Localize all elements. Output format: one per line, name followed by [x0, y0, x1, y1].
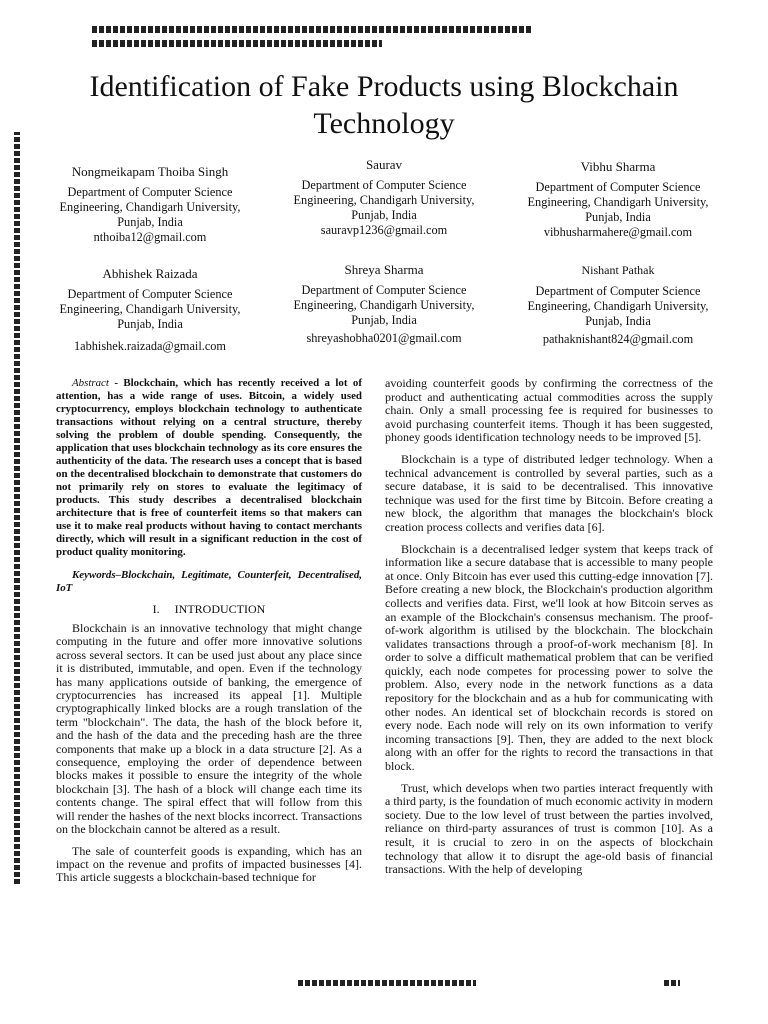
- abstract-text: - Blockchain, which has recently received a lot of attention, has a wide range of uses. Bitcoin, a widely used cryptocurrency, employs blockchain technology to authenticate transactions without relying on a central structure, thereby solving the problem of double spending. Consequently, the application that uses blockchain technology as its core ensures the authenticity of the data. The research uses a concept that is based on the decentralised blockchain to demonstrate that customers do not primarily rely on stores to evaluate the legitimacy of products. This study describes a decentralised blockchain architecture that is free of counterfeit items so that makers can use it to make real products without having to contact merchants directly, which will result in a significant reduction in the cost of product quality monitoring.: [56, 377, 362, 558]
- abstract-label: Abstract: [72, 377, 109, 389]
- author-block: [503, 159, 733, 240]
- author-dept: Department of Computer Science: [535, 180, 701, 194]
- author-institution: Engineering, Chandigarh University,: [293, 298, 475, 312]
- paragraph: Blockchain is a decentralised ledger system that keeps track of information like a secure database that is accessible to many people at once. Only Bitcoin has ever used this cutting-edge innovation [7]. Before creating a new block, the Blockchain's production algorithm collects and verifies data. First, we'll look at how Bitcoin serves as an example of the Blockchain's consensus mechanism. The proof-of-work algorithm is utilised by the blockchain. The blockchain validates transactions through a proof-of-work mechanism [8]. In order to solve a difficult mathematical problem that can be verified quickly, each node competes for processing power to solve the problem. Also, every node in the network functions as a data repository for the blockchain and as a hub for communicating with other nodes. An identical set of blockchain records is stored on every node. Each node will rely on its own information to verify incoming transactions [9]. Then, they are added to the next block along with an offer for the rights to record the transactions in that block.: [385, 541, 713, 774]
- author-email: vibhusharmahere@gmail.com: [543, 225, 693, 239]
- author-dept: Department of Computer Science: [301, 283, 467, 297]
- author-block: [35, 164, 265, 245]
- page-number: [664, 980, 680, 986]
- paragraph: The sale of counterfeit goods is expanding, which has an impact on the revenue and profits of impacted businesses [4]. This article suggests a blockchain-based technique for: [56, 843, 362, 885]
- keywords: Keywords–Blockchain, Legitimate, Counterfeit, Decentralised, IoT: [56, 569, 362, 594]
- author-dept: Department of Computer Science: [301, 178, 467, 192]
- author-block: [503, 263, 733, 347]
- footer-line: [298, 980, 476, 986]
- author-location: Punjab, India: [351, 313, 417, 327]
- author-email: shreyashobha0201@gmail.com: [306, 331, 462, 345]
- author-block: [269, 262, 499, 346]
- author-block: [269, 157, 499, 238]
- paragraph: avoiding counterfeit goods by confirming the correctness of the product and authenticating actual commodities across the supply chain. Only a small processing fee is required for businesses to avoid purchasing counterfeit items. Though it has been suggested, phoney goods identification technology needs to be improved [5].: [385, 376, 713, 445]
- author-name: Vibhu Sharma: [580, 159, 656, 174]
- author-email: 1abhishek.raizada@gmail.com: [74, 339, 226, 353]
- author-block: [35, 266, 265, 354]
- author-email: sauravp1236@gmail.com: [320, 223, 448, 237]
- author-name: Abhishek Raizada: [102, 266, 198, 281]
- author-dept: Department of Computer Science: [67, 287, 233, 301]
- author-institution: Engineering, Chandigarh University,: [527, 299, 709, 313]
- author-name: Saurav: [365, 157, 403, 172]
- author-name: Nongmeikapam Thoiba Singh: [71, 164, 229, 179]
- author-institution: Engineering, Chandigarh University,: [293, 193, 475, 207]
- abstract: [56, 377, 362, 559]
- author-email: pathaknishant824@gmail.com: [542, 332, 694, 346]
- author-email: nthoiba12@gmail.com: [93, 230, 207, 244]
- paragraph: Trust, which develops when two parties interact frequently with a third party, is the foundation of much economic activity in modern society. Due to the low level of trust between the parties involved, reliance on third-party assurances of trust is common [10]. As a result, it is crucial to zero in on the aspects of blockchain technology that allow it to disrupt the age-old basis of financial transactions. With the help of developing: [385, 780, 713, 877]
- header-line-2: [92, 40, 382, 47]
- paragraph: Blockchain is a type of distributed ledger technology. When a technical advancement is controlled by several parties, such as a secure database, it is said to be decentralised. This innovative technique was used for the first time by Bitcoin. Before creating a new block, the algorithm that manages the blockchain's block creation process collects and verifies data [6].: [385, 451, 713, 534]
- author-institution: Engineering, Chandigarh University,: [59, 200, 241, 214]
- author-institution: Engineering, Chandigarh University,: [527, 195, 709, 209]
- author-location: Punjab, India: [585, 210, 651, 224]
- author-institution: Engineering, Chandigarh University,: [59, 302, 241, 316]
- left-column: [56, 377, 362, 893]
- author-name: Nishant Pathak: [581, 263, 655, 277]
- section-heading-introduction: I. INTRODUCTION: [152, 602, 266, 616]
- paper-title: Identification of Fake Products using Blockchain Technology: [89, 70, 679, 140]
- margin-identifier: [14, 132, 20, 884]
- author-dept: Department of Computer Science: [67, 185, 233, 199]
- author-dept: Department of Computer Science: [535, 284, 701, 298]
- right-column: [385, 377, 713, 885]
- header-line-1: [92, 26, 532, 33]
- author-location: Punjab, India: [585, 314, 651, 328]
- author-location: Punjab, India: [117, 317, 183, 331]
- author-name: Shreya Sharma: [344, 262, 424, 277]
- paragraph: Blockchain is an innovative technology that might change computing in the future and offer more innovative solutions across several sectors. It can be used just about any place since it is distributed, immutable, and open. Even if the technology has many applications outside of banking, the emergence of cryptocurrencies has increased its appeal [1]. Multiple cryptographically linked blocks are a rough translation of the term "blockchain". The data, the hash of the block before it, and the hash of the data and the preceding hash are the three components that make up a block in a data structure [2]. As a consequence, employing the order of dependence between blocks makes it possible to ensure the integrity of the whole blockchain [3]. The hash of a block will change each time its contents change. The spiral effect that will follow from this will render the hashes of the next blocks incorrect. Transactions on the blockchain cannot be altered as a result.: [56, 621, 362, 837]
- author-location: Punjab, India: [117, 215, 183, 229]
- author-location: Punjab, India: [351, 208, 417, 222]
